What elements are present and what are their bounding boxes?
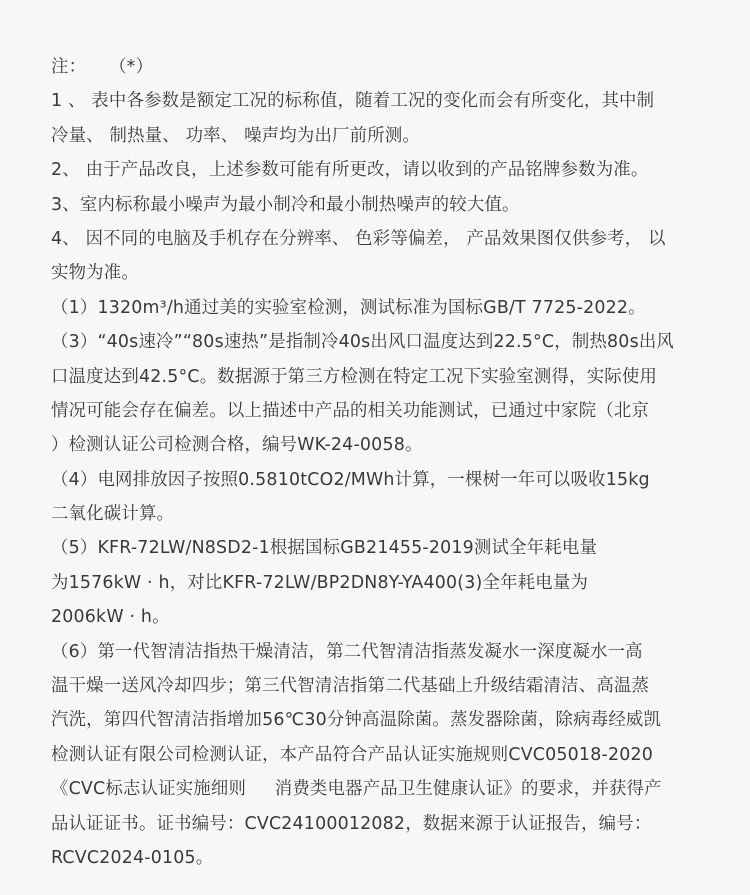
footnote-6-line-1: （6）第一代智清洁指热干燥清洁，第二代智清洁指蒸发凝水一深度凝水一高 — [51, 641, 643, 662]
notes-heading: 注： （*） — [51, 57, 154, 77]
footnote-5-line-1: （5）KFR-72LW/N8SD2-1根据国标GB21455-2019测试全年耗电量 — [51, 538, 598, 559]
footnote-6-line-3: 汽洗，第四代智清洁指增加56℃30分钟高温除菌。蒸发器除菌，除病毒经威凯 — [51, 710, 662, 731]
note-3-line: 3、室内标称最小噪声为最小制冷和最小制热噪声的较大值。 — [51, 194, 520, 215]
footnote-5-line-2: 为1576kW · h，对比KFR-72LW/BP2DN8Y-YA400(3)全年耗电量为 — [51, 572, 589, 593]
footnote-6-line-6: 品认证证书。证书编号：CVC24100012082，数据来源于认证报告，编号： — [51, 813, 652, 834]
footnote-3-line-1: （3）“40s速冷”“80s速热”是指制冷40s出风口温度达到22.5°C，制热80s出风 — [51, 332, 675, 353]
footnote-6-line-2: 温干燥一送风冷却四步；第三代智清洁指第二代基础上升级结霜清洁、高温蒸 — [51, 676, 650, 697]
footnote-4-line-2: 二氧化碳计算。 — [51, 504, 175, 525]
footnote-6-line-5: 《CVC标志认证实施细则 消费类电器产品卫生健康认证》的要求，并获得产 — [51, 779, 662, 800]
footnote-3-line-4: ）检测认证公司检测合格，编号WK-24-0058。 — [51, 435, 423, 456]
note-1-line-1: 1 、 表中各参数是额定工况的标称值，随着工况的变化而会有所变化，其中制 — [51, 91, 655, 112]
note-2-line: 2、 由于产品改良，上述参数可能有所更改，请以收到的产品铭牌参数为准。 — [51, 160, 649, 181]
footnote-4-line-1: （4）电网排放因子按照0.5810tCO2/MWh计算，一棵树一年可以吸收15kg — [51, 469, 650, 490]
footnote-1-line: （1）1320m³/h通过美的实验室检测，测试标准为国标GB/T 7725-2022。 — [51, 297, 646, 318]
footnote-6-line-4: 检测认证有限公司检测认证，本产品符合产品认证实施规则CVC05018-2020 — [51, 744, 653, 765]
note-1-line-2: 冷量、 制热量、 功率、 噪声均为出厂前所测。 — [51, 125, 420, 146]
footnote-3-line-3: 情况可能会存在偏差。以上描述中产品的相关功能测试，已通过中家院（北京 — [51, 400, 650, 421]
note-4-line-1: 4、 因不同的电脑及手机存在分辨率、 色彩等偏差， 产品效果图仅供参考， 以 — [51, 228, 666, 249]
footnote-6-line-7: RCVC2024-0105。 — [51, 847, 214, 868]
footnote-3-line-2: 口温度达到42.5°C。数据源于第三方检测在特定工况下实验室测得，实际使用 — [51, 366, 658, 387]
note-4-line-2: 实物为准。 — [51, 263, 139, 284]
footnote-5-line-3: 2006kW · h。 — [51, 607, 170, 628]
